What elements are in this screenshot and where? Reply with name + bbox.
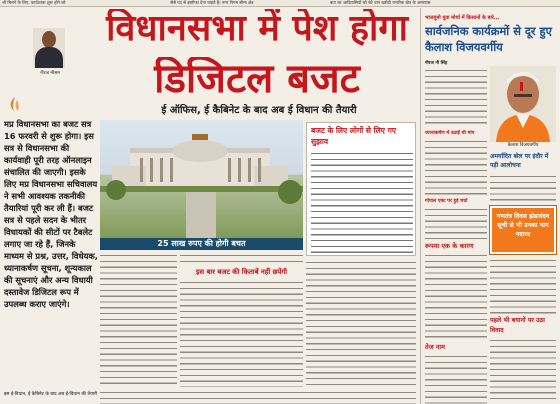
suggestions-box	[306, 122, 416, 256]
author-shirt	[35, 47, 63, 68]
sidebar-section4: पहले भी बयानों पर उठा विवाद	[490, 317, 545, 334]
bottom-lead: इस ई-विधान, ई कैबिनेट के बाद अब ई-विधान की तैयारी	[4, 392, 98, 397]
headline-line2: डिजिटल बजट	[154, 57, 360, 101]
suggestions-box-body	[311, 151, 413, 253]
subheadline: ई ऑफिस, ई कैबिनेट के बाद अब ई विधान की तैयारी	[161, 105, 357, 116]
sidebar-col-a2	[425, 139, 487, 197]
sidebar-col-a3	[425, 207, 487, 239]
column-divider	[420, 8, 421, 404]
saffron-leaf-icon	[6, 95, 24, 113]
right-article-col	[306, 260, 416, 388]
sidebar-kicker: भाजयुमो युवा मोर्चा में किसानों के बारे...	[425, 15, 500, 21]
sidebar-col-a4	[425, 253, 487, 339]
suggestions-box-title: बजट के लिए लोगों से लिए गए सुझाव	[311, 126, 397, 146]
bottom-body	[100, 390, 416, 404]
info-box-title: इस बार बजट की किताबें नहीं छपेंगी	[196, 268, 287, 276]
sidebar-col-b3	[490, 338, 556, 404]
sidebar-photo	[490, 66, 556, 142]
body-col-b	[180, 253, 303, 387]
author-name: नीरज मौसम	[40, 71, 60, 76]
photo-caption: 25 लाख रुपए की होगी बचत	[100, 238, 303, 250]
sidebar-photo-caption: कैलाश विजयवर्गीय	[507, 143, 539, 148]
body-col-a	[100, 253, 177, 387]
sidebar-col-a	[425, 68, 487, 128]
lead-text: मप्र विधानसभा का बजट सत्र 16 फरवरी से शुरू होगा। इस सत्र से विधानसभा की कार्यवाही पूरी तरह ऑनलाइन संचालित की जाएगी। इसके लिए मप्र विधानसभा सचिवालय ने सभी आवश्यक तकनीकी तैयारियां पूरी कर ली हैं। बजट सत्र से पहले सदन के भीतर विधायकों की सीटों पर टैबलेट लगाए जा रहे हैं, जिनके माध्यम से प्रश्न, उत्तर, विधेयक, ध्यानाकर्षण सूचना, शून्यकाल की सूचनाएं और अन्य विधायी दस्तावेज डिजिटल रूप में उपलब्ध कराए जाएंगे।	[4, 119, 98, 309]
sidebar-section3: रूपया एक के कारण	[425, 242, 474, 250]
sidebar-headline: सार्वजनिक कार्यक्रमों से दूर हुए कैलाश विजयवर्गीय	[425, 24, 552, 54]
author-photo	[33, 28, 65, 68]
republic-day-box	[490, 206, 556, 254]
info-box-body	[180, 280, 303, 387]
top-strip-col2: जैसे पद से इस्तीफा देना चाहते हैं। नगर निगम सीमा क्षेत्र	[170, 0, 254, 5]
sidebar	[423, 8, 560, 404]
sidebar-col-a5	[425, 354, 487, 404]
republic-day-text: गणतंत्र दिवस झंडावंदन सूची से भी उनका नाम नदारद	[496, 213, 550, 238]
sidebar-quote-title: अमर्यादित बोल पर इंदौर में पड़ी आलोचना	[490, 153, 549, 169]
top-strip	[0, 0, 560, 7]
sidebar-byline: नीरज नौ सिंह	[425, 61, 448, 66]
body-col-b-text-top	[180, 253, 303, 266]
sidebar-col-b	[490, 174, 556, 204]
author-head	[42, 31, 56, 48]
sidebar-col-b2	[490, 258, 556, 314]
assembly-photo	[100, 120, 303, 240]
sidebar-section1: ध्यानाकर्षण में उठाई थी मांग	[425, 131, 475, 136]
top-strip-col1: भी मिलने के लिए, कार्यशाला शुरू होने को	[2, 0, 66, 5]
headline-line1: विधानसभा में पेश होगा	[106, 9, 408, 49]
sidebar-section5: तेज नाम	[425, 343, 445, 351]
top-strip-col3: बात का आदिवासियों को बेटे धान खरीदी नागरिक खेत के आसपास	[330, 0, 431, 5]
sidebar-section2: गोपाल एक्ट पर हुई चर्चा	[425, 199, 468, 204]
